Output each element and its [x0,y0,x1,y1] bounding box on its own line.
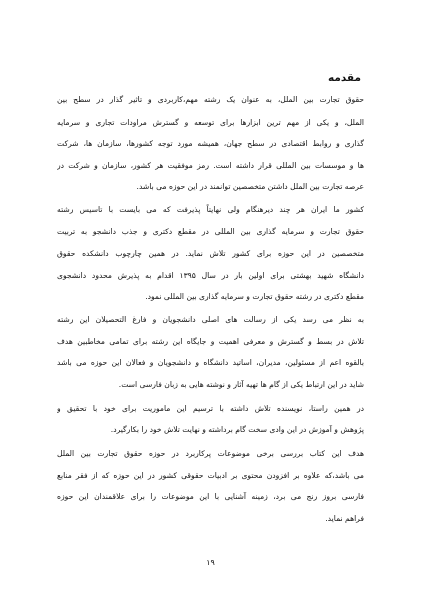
section-heading: مقدمه [328,72,361,84]
paragraph-line: مقطع دکتری در رشته حقوق تجارت و سرمایه گذاری بین المللی نمود. [145,292,364,301]
paragraph-line: می باشد،که علاوه بر افزودن محتوی بر ادبیات حقوقی کشور در این حوزه که از فقر منابع [57,471,364,480]
paragraph-line: ها و موسسات بین المللی قرار داشته است. رمز موفقیت هر کشور، سازمان و شرکت در [57,161,364,170]
paragraph-line: بالقوه اعم از مسئولین، مدیران، اساتید دانشگاه و دانشجویان و فعالان این حوزه می باشد [57,358,364,367]
paragraph-line: حقوق تجارت و سرمایه گذاری بین المللی در مقطع دکتری و جذب دانشجو به تربیت [57,227,364,236]
paragraph-line: فارسی بروز رنج می برد، زمینه آشنایی با این موضوعات را برای علاقمندان این حوزه [57,492,364,501]
paragraph-line: حقوق تجارت بین الملل، به عنوان یک رشته مهم،کاربردی و تاثیر گذار در سطح بین [57,95,364,104]
paragraph-line: کشور ما ایران هر چند دیرهنگام ولی نهایتاً پذیرفت که می بایست با تاسیس رشته [57,205,364,214]
paragraph-line: پژوهش و آموزش در این وادی سخت گام برداشته و نهایت تلاش خود را بکارگیرد. [110,425,364,434]
page-number: ۱۹ [206,558,215,567]
paragraph-line: عرصه تجارت بین الملل داشتن متخصصین توانمند در این حوزه می باشد. [136,182,364,191]
paragraph-line: در همین راستا، نویسنده تلاش داشته با ترسیم این ماموریت برای خود با تحقیق و [57,404,364,413]
paragraph-line: هدف این کتاب بررسی برخی موضوعات پرکاربرد در حوزه حقوق تجارت بین الملل [57,449,364,458]
paragraph-line: دانشگاه شهید بهشتی برای اولین بار در سال ۱۳۹۵ اقدام به پذیرش محدود دانشجوی [57,271,364,280]
paragraph-line: شاید در این ارتباط یکی از گام ها تهیه آثار و نوشته هایی به زبان فارسی است. [118,380,364,389]
paragraph-line: فراهم نماید. [325,514,364,523]
paragraph-line: الملل، و یکی از مهم ترین ابزارها برای توسعه و گسترش مراودات تجاری و سرمایه [57,118,364,127]
paragraph-line: گذاری و روابط اقتصادی در سطح جهان، همیشه مورد توجه کشورها، سازمان ها، شرکت [57,139,364,148]
paragraph-line: تلاش در بسط و گسترش و معرفی اهمیت و جایگاه این رشته برای تمامی مخاطبین هدف [57,337,364,346]
paragraph-line: متخصصین در این حوزه برای کشور تلاش نماید. در همین چارچوب دانشکده حقوق [57,249,364,258]
paragraph-line: به نظر می رسد یکی از رسالت های اصلی دانشجویان و فارغ التحصیلان این رشته [57,315,364,324]
